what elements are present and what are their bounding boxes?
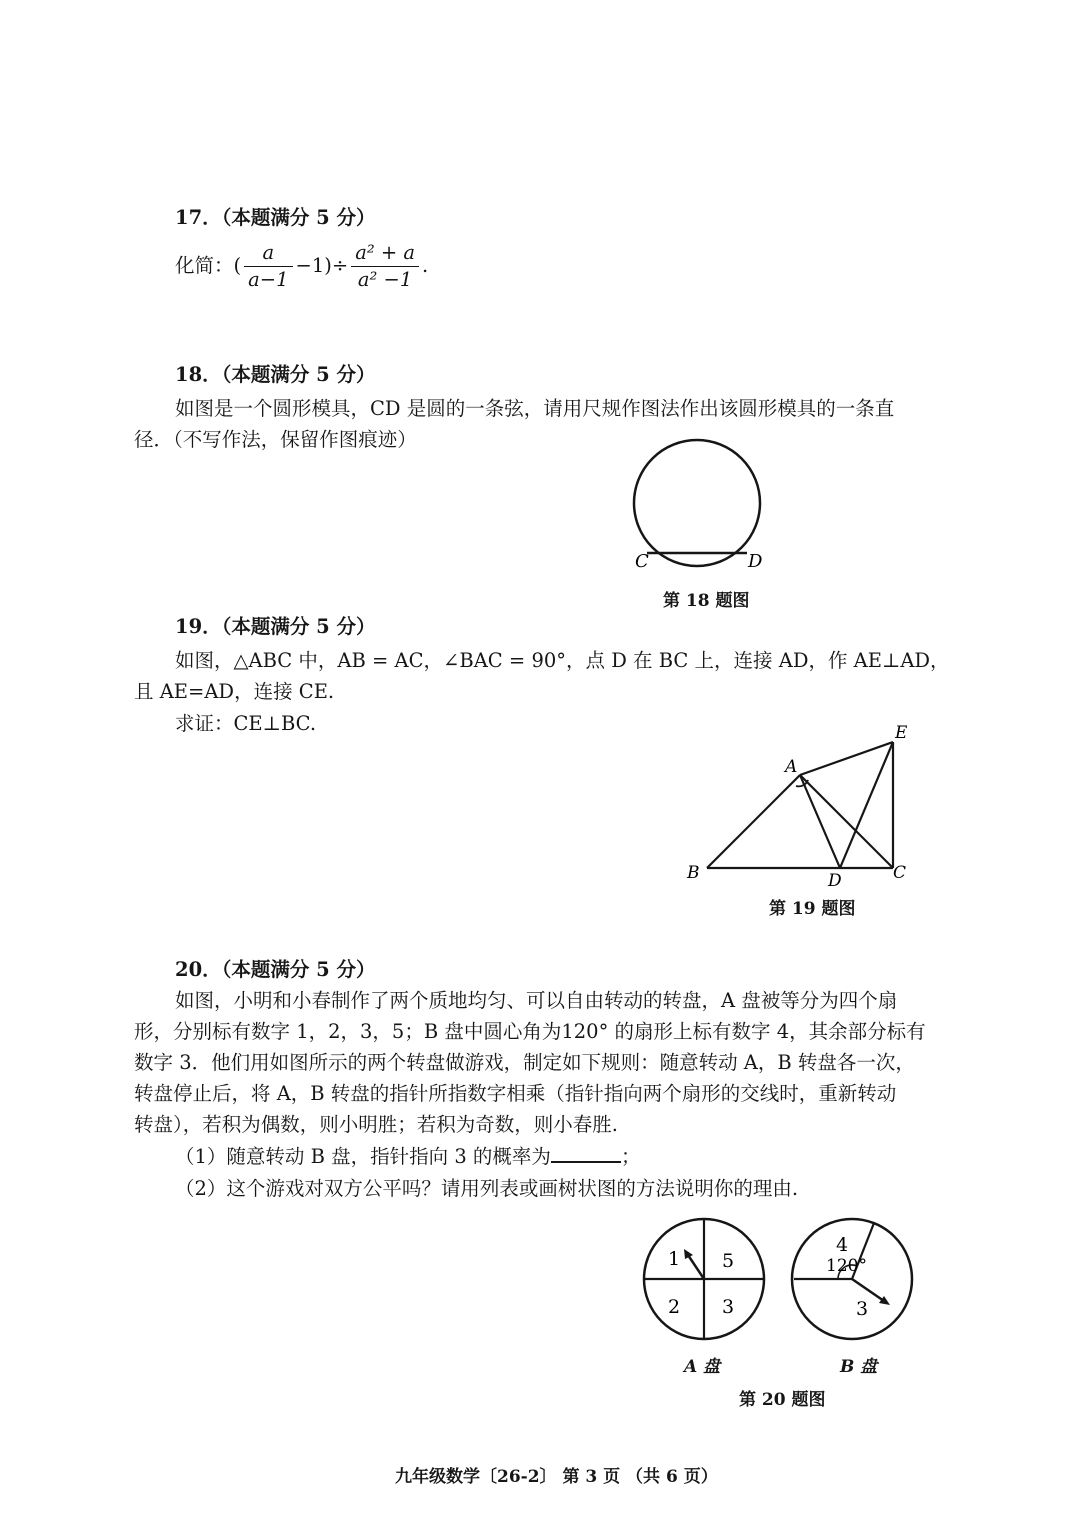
q20-line-5: 转盘），若积为偶数，则小明胜；若积为奇数，则小春胜. <box>134 1113 618 1136</box>
q19-label-d: D <box>828 871 842 891</box>
q17-frac1-denominator: a−1 <box>248 268 289 291</box>
q20-sub1-text: （1）随意转动 B 盘，指针指向 3 的概率为 <box>175 1145 551 1168</box>
q20-sub-question-1 <box>175 1141 640 1172</box>
q19-segment-de <box>840 742 893 868</box>
q19-line-2: 且 AE=AD，连接 CE. <box>134 680 335 703</box>
q19-triangle-figure <box>685 720 925 890</box>
q17-end: . <box>422 254 429 277</box>
q17-frac1-numerator: a <box>244 240 292 267</box>
q17-minus-one: −1)÷ <box>295 254 349 277</box>
spinner-a-sector-5: 5 <box>722 1250 735 1272</box>
q18-circle-figure <box>625 440 785 580</box>
q17-fraction-2 <box>351 240 419 293</box>
q20-line-3: 数字 3．他们用如图所示的两个转盘做游戏，制定如下规则：随意转动 A，B 转盘各一次， <box>134 1051 915 1074</box>
page-footer: 九年级数学〔26-2〕 第 3 页 （共 6 页） <box>395 1467 718 1487</box>
q17-frac2-denominator: a² −1 <box>357 268 413 291</box>
q20-answer-blank <box>551 1141 621 1163</box>
q20-spinner-a <box>640 1215 770 1345</box>
q20-figure-caption: 第 20 题图 <box>739 1390 826 1410</box>
spinner-a-sector-1: 1 <box>668 1248 681 1270</box>
spinner-b-sector-4: 4 <box>836 1234 849 1256</box>
spinner-b-sector-3: 3 <box>856 1298 869 1320</box>
spinner-a-label: A 盘 <box>684 1357 721 1377</box>
q20-line-1: 如图，小明和小春制作了两个质地均匀、可以自由转动的转盘，A 盘被等分为四个扇 <box>175 989 898 1012</box>
q19-label-b: B <box>687 863 700 883</box>
q18-header: 18．（本题满分 5 分） <box>175 363 376 386</box>
spinner-a-pointer <box>688 1255 704 1279</box>
q18-label-d: D <box>748 551 763 572</box>
spinner-a-sector-3: 3 <box>722 1296 735 1318</box>
q17-prefix: 化简： <box>175 254 234 277</box>
q18-circle <box>634 440 760 566</box>
q18-line-2: 径．（不写作法，保留作图痕迹） <box>134 428 417 451</box>
q19-label-e: E <box>895 723 908 743</box>
q19-line-3: 求证：CE⊥BC. <box>175 712 317 735</box>
q17-header: 17．（本题满分 5 分） <box>175 206 376 229</box>
q19-segment-ae <box>800 742 893 775</box>
q17-open-paren: ( <box>233 254 242 277</box>
spinner-b-label: B 盘 <box>840 1357 878 1377</box>
q17-expression <box>175 240 428 293</box>
spinner-b-angle-label: 120° <box>826 1256 867 1276</box>
q19-figure-caption: 第 19 题图 <box>769 899 856 919</box>
spinner-a-sector-2: 2 <box>668 1296 681 1318</box>
q18-figure-caption: 第 18 题图 <box>663 591 750 611</box>
q19-segment-ad <box>800 775 840 868</box>
q20-header: 20．（本题满分 5 分） <box>175 958 376 981</box>
q18-line-1: 如图是一个圆形模具，CD 是圆的一条弦，请用尺规作图法作出该圆形模具的一条直 <box>175 397 895 420</box>
q19-label-a: A <box>785 757 798 777</box>
q18-label-c: C <box>635 551 649 572</box>
q17-frac2-numerator: a² + a <box>351 240 419 267</box>
q19-line-1: 如图，△ABC 中，AB = AC，∠BAC = 90°，点 D 在 BC 上，连接 AD，作 AE⊥AD， <box>175 649 950 672</box>
q19-header: 19．（本题满分 5 分） <box>175 615 376 638</box>
q20-sub1-suffix: ； <box>620 1145 641 1168</box>
q17-fraction-1 <box>244 240 292 293</box>
q19-label-c: C <box>893 863 907 883</box>
q20-sub-question-2: （2）这个游戏对双方公平吗？请用列表或画树状图的方法说明你的理由. <box>175 1177 799 1200</box>
q20-line-4: 转盘停止后，将 A，B 转盘的指针所指数字相乘（指针指向两个扇形的交线时，重新转动 <box>134 1082 897 1105</box>
q20-line-2: 形，分别标有数字 1，2，3，5；B 盘中圆心角为120° 的扇形上标有数字 4，其余部分标有 <box>134 1020 926 1043</box>
q20-spinner-b <box>790 1215 920 1345</box>
q19-segment-ab <box>707 775 800 868</box>
